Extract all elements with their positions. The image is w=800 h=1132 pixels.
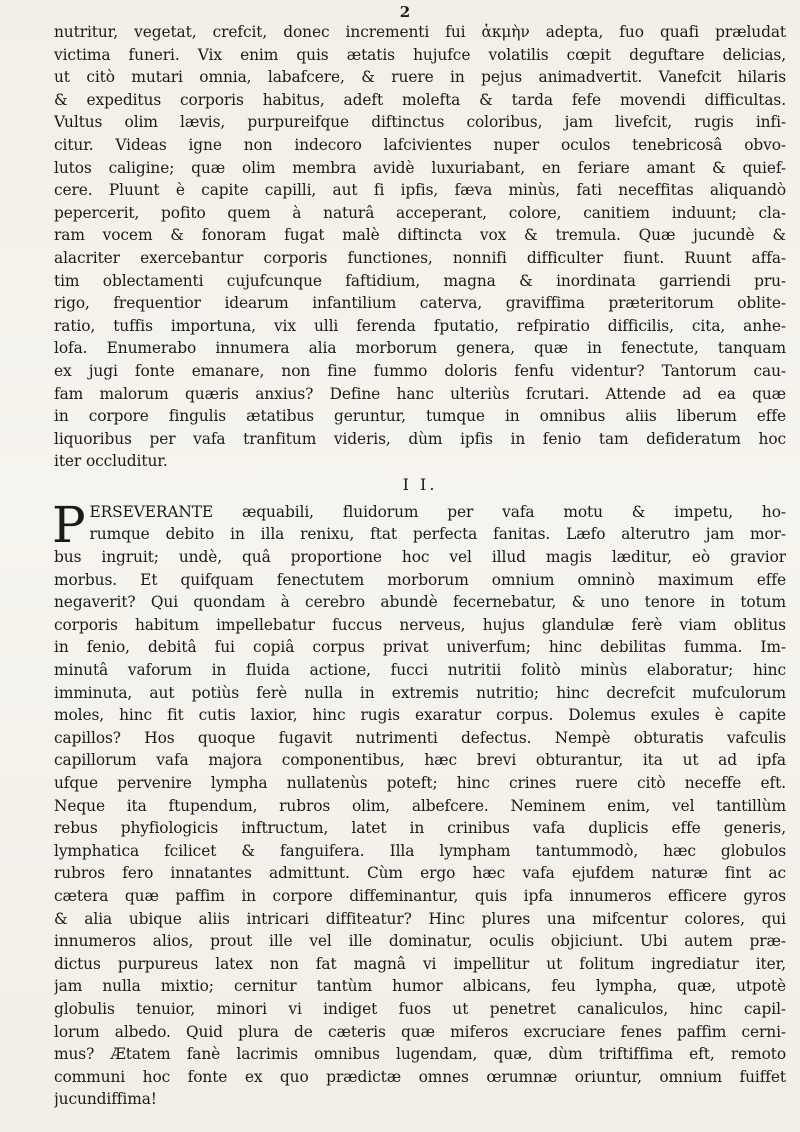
text-line: jucundiffima! [54,1090,157,1109]
text-line: in corpore fingulis ætatibus geruntur, tumque in omnibus aliis liberum effe [54,407,786,426]
text-line: nutritur, vegetat, crefcit, donec incrementi fui ἀκμὴν adepta, fuo quafi præludat [54,23,786,41]
text-line: rebus phyfiologicis inftructum, latet in crinibus vafa duplicis effe generis, [54,819,786,838]
text-line: ufque pervenire lympha nullatenùs poteft; hinc crines ruere citò neceffe eft. [54,774,786,792]
text-line: capillorum vafa majora componentibus, hæc brevi obturantur, ita ut ad ipfa [54,751,786,770]
text-line: jam nulla mixtio; cernitur tantùm humor albicans, feu lympha, quæ, utpotè [54,977,786,996]
text-line: imminuta, aut potiùs ferè nulla in extremis nutritio; hinc decrefcit mufculorum [54,683,786,702]
text-line: communi hoc fonte ex quo prædictæ omnes œrumnæ oriuntur, omnium fuiffet [54,1067,786,1086]
text-line: moles, hinc fit cutis laxior, hinc rugis exaratur corpus. Dolemus exules è capite [54,706,786,725]
text-line: & expeditus corporis habitus, adeft molefta & tarda fefe movendi difficultas. [54,90,786,109]
drop-cap: P [52,495,86,554]
text-line: ratio, tuffis importuna, vix ulli ferenda fputatio, refpiratio difficilis, cita, anhe- [54,316,786,335]
text-line: Neque ita ftupendum, rubros olim, albefcere. Neminem enim, vel tantillùm [54,796,786,815]
text-line: iter occluditur. [54,452,168,471]
text-line: bus ingruit; undè, quâ proportione hoc vel illud magis læditur, eò gravior [54,548,786,567]
text-line: corporis habitum impellebatur fuccus nerveus, hujus glandulæ ferè viam oblitus [54,615,786,634]
text-line: citur. Videas igne non indecoro lafcivientes nuper oculos tenebricosâ obvo- [54,135,786,154]
text-line: ut citò mutari omnia, labafcere, & ruere in pejus animadvertit. Vanefcit hilaris [54,68,786,87]
text-line: cætera quæ paffim in corpore diffeminantur, quis ipfa innumeros efficere gyros [54,886,786,905]
text-line: victima funeri. Vix enim quis ætatis hujufce volatilis cœpit deguftare delicias, [54,45,786,64]
text-line: morbus. Et quifquam fenectutem morborum omnium omninò maximum effe [54,570,786,589]
text-line: & alia ubique aliis intricari diffiteatur? Hinc plures una mifcentur colores, qui [54,909,786,928]
text-line: lofa. Enumerabo innumera alia morborum genera, quæ in fenectute, tanquam [54,339,786,358]
text-line: innumeros alios, prout ille vel ille dominatur, oculis objiciunt. Ubi autem præ- [54,932,786,951]
text-line: ERSEVERANTE æquabili, fluidorum per vafa motu & impetu, ho- [89,502,786,521]
text-line: globulis tenuior, minori vi indiget fuos ut penetret canaliculos, hinc capil- [54,999,786,1018]
text-line: lutos caligine; quæ olim membra avidè luxuriabant, en feriare amant & quief- [54,158,786,177]
text-line: rumque debito in illa renixu, ftat perfecta fanitas. Læfo alterutro jam mor- [89,525,786,544]
page-number: 2 [399,3,411,21]
text-line: rubros fero innatantes admittunt. Cùm ergo hæc vafa ejufdem naturæ fint ac [54,864,786,883]
text-line: negaverit? Qui quondam à cerebro abundè fecernebatur, & uno tenore in totum [54,593,786,612]
text-line: mus? Ætatem fanè lacrimis omnibus lugendam, quæ, dùm triftiffima eft, remoto [54,1045,786,1064]
text-line: liquoribus per vafa tranfitum videris, dùm ipfis in fenio tam defideratum hoc [54,429,786,448]
text-line: fam malorum quæris anxius? Define hanc ulteriùs fcrutari. Attende ad ea quæ [54,384,786,403]
text-line: alacriter exercebantur corporis functiones, nonnifi difficulter fiunt. Ruunt affa- [54,248,786,267]
text-line: pepercerit, pofito quem à naturâ acceperant, colore, canitiem induunt; cla- [54,203,786,222]
text-line: minutâ vaforum in fluida actione, fucci nutritii folitò minùs elaboratur; hinc [54,661,786,680]
paragraph-2 [52,495,786,1111]
text-line: ex jugi fonte emanare, non fine fummo doloris fenfu videntur? Tantorum cau- [54,361,786,380]
text-line: in fenio, debitâ fui copiâ corpus privat univerfum; hinc debilitas fumma. Im- [54,638,786,657]
text-line: rigo, frequentior idearum infantilium caterva, graviffima præteritorum oblite- [54,294,786,313]
text-line: ram vocem & fonoram fugat malè diftincta vox & tremula. Quæ jucundè & [54,226,786,245]
text-line: lymphatica fcilicet & fanguifera. Illa lympham tantummodò, hæc globulos [54,841,786,860]
section-number: I I. [402,474,438,494]
text-line: Vultus olim lævis, purpureifque diftinctus coloribus, jam livefcit, rugis infi- [54,113,786,132]
text-line: dictus purpureus latex non fat magnâ vi impellitur ut folitum ingrediatur iter, [54,954,786,973]
paragraph-1 [54,21,786,473]
text-line: lorum albedo. Quid plura de cæteris quæ miferos excruciare fenes paffim cerni- [54,1022,786,1041]
text-line: cere. Pluunt è capite capilli, aut fi ipfis, fæva minùs, fati neceffitas aliquandò [54,181,786,200]
text-line: capillos? Hos quoque fugavit nutrimenti defectus. Nempè obturatis vafculis [54,728,786,747]
text-line: tim oblectamenti cujufcunque faftidium, magna & inordinata garriendi pru- [54,271,786,290]
